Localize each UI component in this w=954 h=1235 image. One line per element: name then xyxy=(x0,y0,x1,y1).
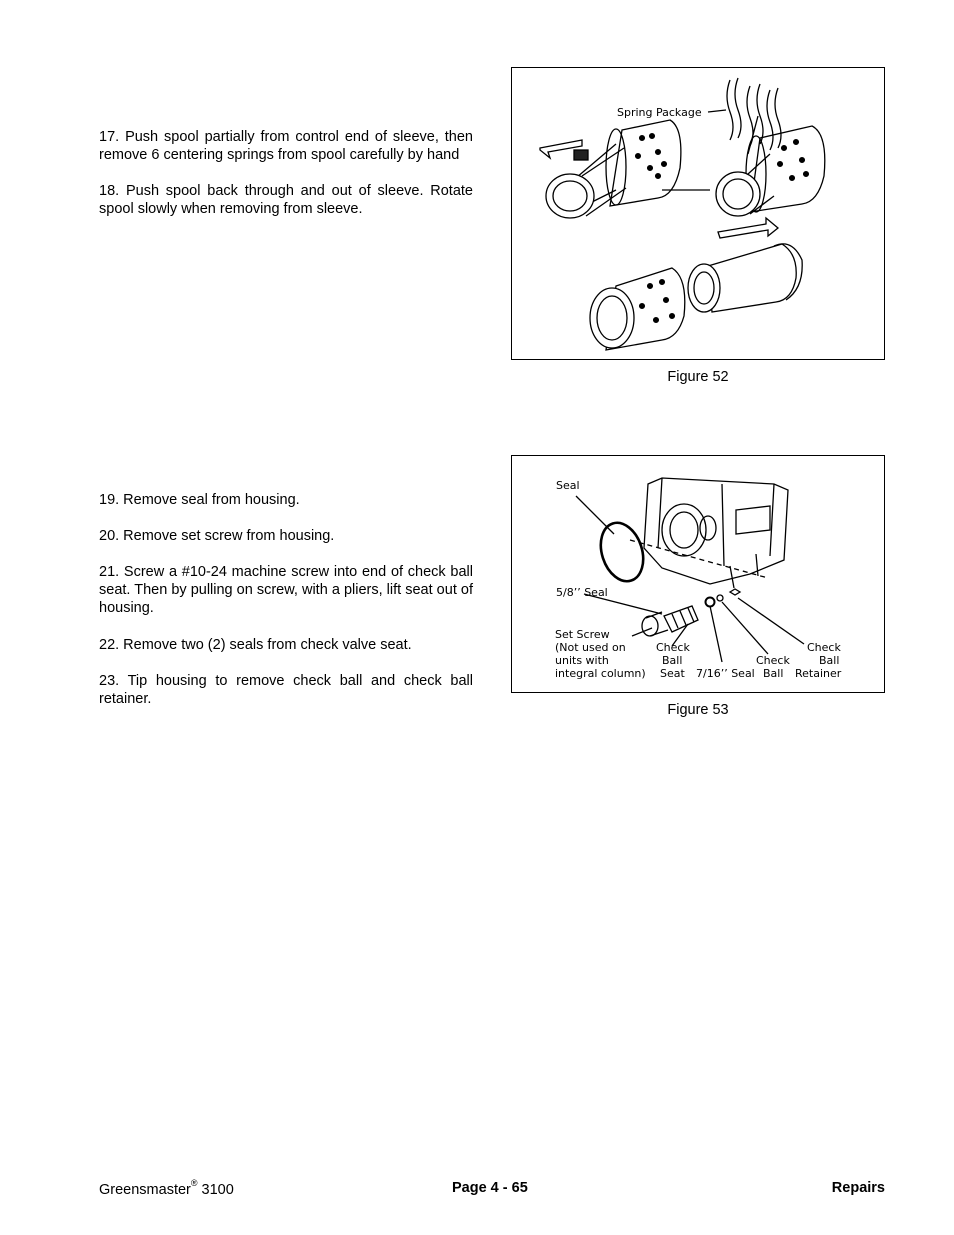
step-23: 23. Tip housing to remove check ball and check ball retainer. xyxy=(99,673,473,707)
product-model: 3100 xyxy=(197,1181,234,1198)
registered-mark: ® xyxy=(190,1178,198,1188)
spool-sleeve-illustration xyxy=(512,68,884,359)
set-screw-label-2: (Not used on xyxy=(555,641,626,654)
check-ball-label-2: Ball xyxy=(763,667,784,680)
check-ball-retainer-label-3: Retainer xyxy=(795,667,842,680)
check-ball-label-1: Check xyxy=(756,654,790,667)
check-ball-seat-label-2: Ball xyxy=(662,654,683,667)
step-18: 18. Push spool back through and out of sleeve. Rotate spool slowly when removing from sleeve. xyxy=(99,183,473,217)
seal-716-label: 7/16’’ Seal xyxy=(696,667,755,680)
step-22: 22. Remove two (2) seals from check valve seat. xyxy=(99,637,412,653)
check-ball-retainer-label-1: Check xyxy=(807,641,841,654)
check-ball-seat-label-3: Seat xyxy=(660,667,685,680)
step-21: 21. Screw a #10-24 machine screw into end of check ball seat. Then by pulling on screw, with a pliers, lift seat out of housing. xyxy=(99,564,473,616)
footer-page-number: Page 4 - 65 xyxy=(452,1180,528,1196)
figure-53 xyxy=(511,455,885,693)
seal-58-label: 5/8’’ Seal xyxy=(556,586,608,599)
figure-52 xyxy=(511,67,885,360)
footer-product xyxy=(99,1180,234,1198)
check-ball-seat-label-1: Check xyxy=(656,641,690,654)
step-19: 19. Remove seal from housing. xyxy=(99,492,300,508)
housing-check-valve-illustration xyxy=(512,456,884,692)
figure-52-caption: Figure 52 xyxy=(667,369,729,385)
footer-section: Repairs xyxy=(831,1180,885,1196)
figure-53-caption: Figure 53 xyxy=(667,702,729,718)
set-screw-label-3: units with xyxy=(555,654,609,667)
check-ball-retainer-label-2: Ball xyxy=(819,654,840,667)
seal-label: Seal xyxy=(556,479,580,492)
spring-package-label: Spring Package xyxy=(617,106,702,119)
product-name: Greensmaster xyxy=(99,1181,191,1198)
set-screw-label-1: Set Screw xyxy=(555,628,610,641)
step-20: 20. Remove set screw from housing. xyxy=(99,528,335,544)
step-17: 17. Push spool partially from control end of sleeve, then remove 6 centering springs from spool carefully by hand xyxy=(99,129,473,163)
set-screw-label-4: integral column) xyxy=(555,667,646,680)
